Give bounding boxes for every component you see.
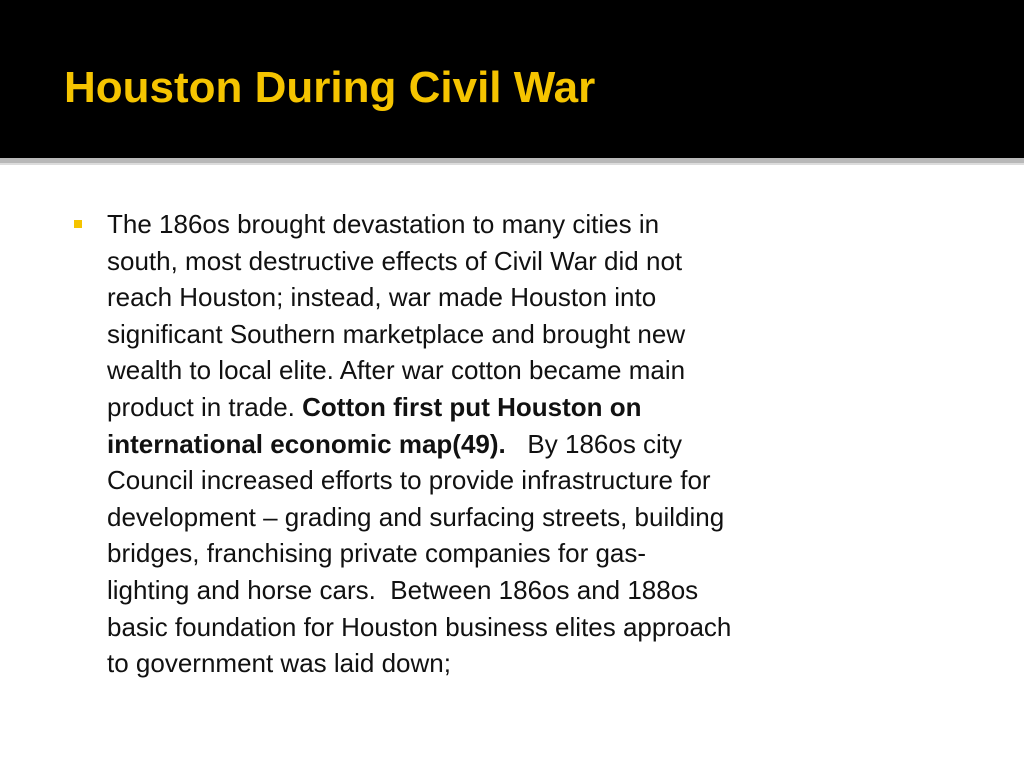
text-line — [107, 426, 974, 463]
slide-body — [74, 206, 974, 682]
text-line: basic foundation for Houston business elites approach — [107, 611, 732, 642]
text-line — [107, 389, 974, 426]
bullet-text — [107, 206, 974, 682]
text-line: development – grading and surfacing streets, building — [107, 501, 725, 532]
slide-title: Houston During Civil War — [64, 63, 596, 112]
bold-text-run: international economic map(49). — [107, 428, 506, 459]
text-line: significant Southern marketplace and brought new — [107, 318, 686, 349]
title-divider-highlight — [0, 163, 1024, 165]
title-bar — [0, 0, 1024, 158]
text-line: Council increased efforts to provide infrastructure for — [107, 465, 711, 496]
bold-text-run: Cotton first put Houston on — [302, 391, 642, 422]
text-line: south, most destructive effects of Civil War did not — [107, 245, 683, 276]
bullet-item — [74, 206, 974, 682]
square-bullet-icon — [74, 220, 82, 228]
text-line: wealth to local elite. After war cotton became main — [107, 355, 686, 386]
text-line: reach Houston; instead, war made Houston into — [107, 282, 657, 313]
text-line: lighting and horse cars. Between 186os and 188os — [107, 574, 699, 605]
text-line: to government was laid down; — [107, 648, 451, 679]
text-run: product in trade. — [107, 391, 303, 422]
text-line: The 186os brought devastation to many cities in — [107, 209, 660, 239]
text-run: By 186os city — [505, 428, 683, 459]
text-line: bridges, franchising private companies for gas- — [107, 538, 647, 569]
